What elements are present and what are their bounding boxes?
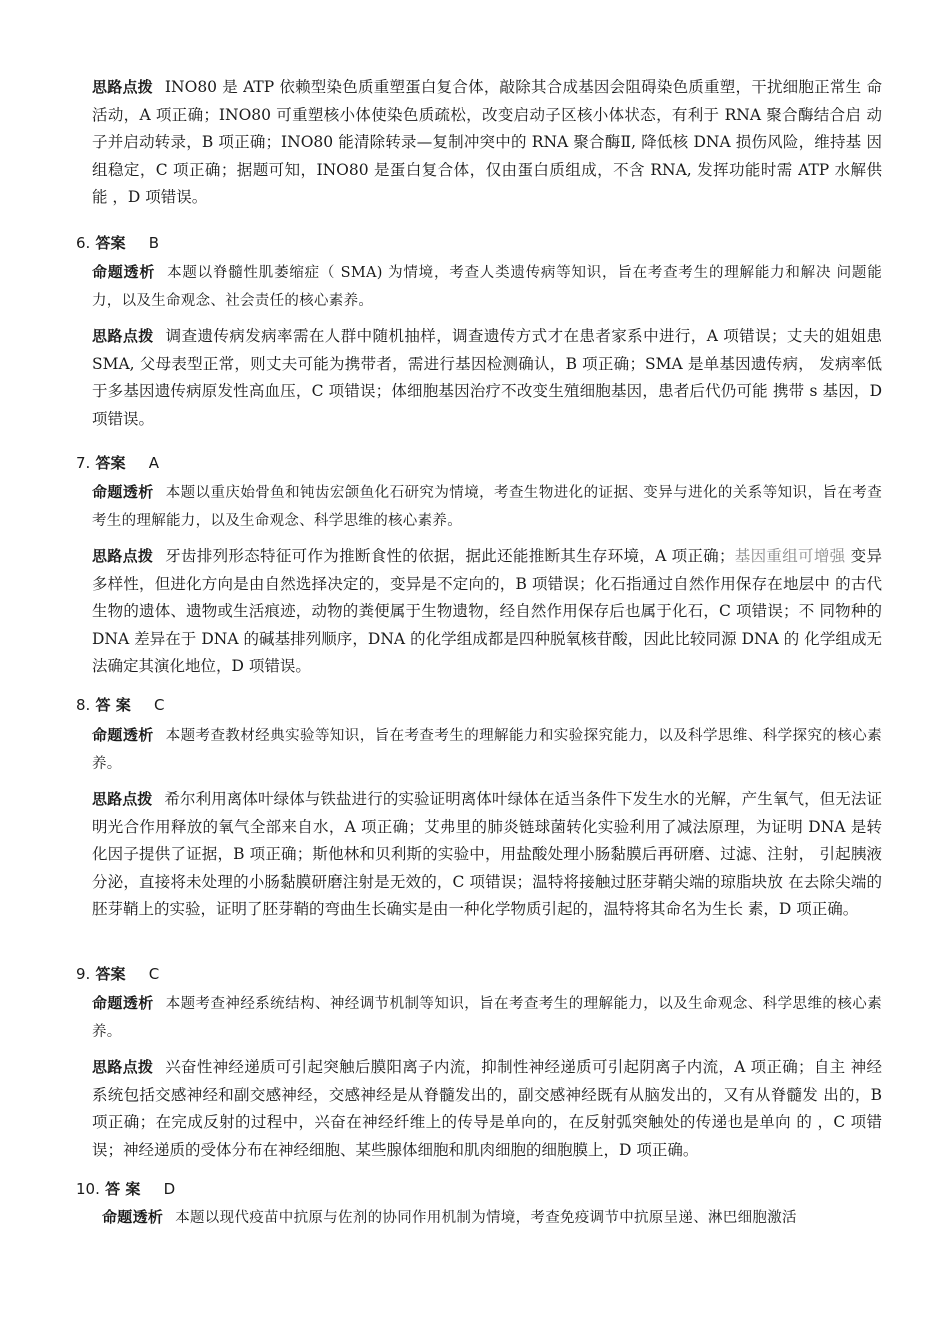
analysis-block-7 [92,478,882,535]
analysis-label: 命题透析 [92,263,156,281]
question-number: 7. [76,454,91,472]
reasoning-block-7 [92,543,882,681]
reasoning-label: 思路点拨 [92,790,153,808]
reasoning-label: 思路点拨 [92,1058,154,1076]
answer-value: A [148,454,160,472]
analysis-text: 本题考查教材经典实验等知识，旨在考查考生的理解能力和实验探究能力，以及科学思维、科学探究的核心素养。 [92,728,882,772]
answer-line-7 [76,452,159,473]
analysis-block-6 [92,258,882,315]
answer-label: 答 案 [105,1180,141,1198]
answer-value: C [148,965,160,983]
question-number: 10. [76,1180,100,1198]
answer-value: C [154,696,165,714]
answer-label: 答 案 [95,696,131,714]
reasoning-block-6 [92,323,882,433]
reasoning-text: 希尔利用离体叶绿体与铁盐进行的实验证明离体叶绿体在适当条件下发生水的光解，产生氧气，但无法证明光合作用释放的氧气全部来自水，A 项正确；艾弗里的肺炎链球菌转化实验利用了减法原理，为证明 DNA 是转化因子提供了证据，B 项正确；斯他林和贝利斯的实验中，用盐酸处理小肠黏膜后再研磨、过滤、注射， 引起胰液分泌，直接将未处理的小肠黏膜研磨注射是无效的，C 项错误；温特将接触过胚芽鞘尖端的琼脂块放 在去除尖端的胚芽鞘上的实验，证明了胚芽鞘的弯曲生长确实是由一种化学物质引起的，温特将其命名为生长 素，D 项正确。 [92,790,882,918]
analysis-label: 命题透析 [102,1208,164,1226]
reasoning-text: 调查遗传病发病率需在人群中随机抽样，调查遗传方式才在患者家系中进行，A 项错误；丈夫的姐姐患 SMA, 父母表型正常，则丈夫可能为携带者，需进行基因检测确认，B 项正确；SMA 是单基因遗传病， 发病率低于多基因遗传病原发性高血压，C 项错误；体细胞基因治疗不改变生殖细胞基因，患者后代仍可能 携带 s 基因，D 项错误。 [92,327,882,428]
analysis-text: 本题以现代疫苗中抗原与佐剂的协同作用机制为情境，考查免疫调节中抗原呈递、淋巴细胞激活 [175,1210,797,1226]
answer-line-8 [76,694,165,715]
answer-line-6 [76,232,159,253]
reasoning-label: 思路点拨 [92,78,153,96]
analysis-block-8 [92,721,882,778]
answer-label: 答案 [95,234,126,252]
analysis-block-9 [92,989,882,1046]
answer-value: B [148,234,160,252]
answer-line-10 [76,1178,175,1199]
analysis-block-10 [102,1203,882,1232]
question-number: 8. [76,696,91,714]
answer-label: 答案 [95,965,126,983]
analysis-text: 本题以脊髓性肌萎缩症（ SMA) 为情境，考查人类遗传病等知识，旨在考查考生的理解能力和解决 问题能力，以及生命观念、社会责任的核心素养。 [92,265,882,309]
reasoning-text-b: 变异多样性，但进化方向是由自然选择决定的，变异是不定向的，B 项错误；化石指通过自然作用保存在地层中 的古代生物的遗体、遗物或生活痕迹，动物的粪便属于生物遗物，经自然作用保存后也属于化石，C 项错误；不 同物种的 DNA 差异在于 DNA 的碱基排列顺序，DNA 的化学组成都是四种脱氧核苷酸，因此比较同源 DNA 的 化学组成无法确定其演化地位，D 项错误。 [92,547,882,675]
question-number: 9. [76,965,91,983]
reasoning-label: 思路点拨 [92,327,154,345]
analysis-text: 本题考查神经系统结构、神经调节机制等知识，旨在考查考生的理解能力，以及生命观念、科学思维的核心素养。 [92,996,882,1040]
reasoning-text-a: 牙齿排列形态特征可作为推断食性的依据，据此还能推断其生存环境，A 项正确； [165,547,735,565]
reasoning-text: 兴奋性神经递质可引起突触后膜阳离子内流，抑制性神经递质可引起阴离子内流，A 项正确；自主 神经系统包括交感神经和副交感神经，交感神经是从脊髓发出的，副交感神经既有从脑发出的，又有从脊髓发 出的，B 项正确；在完成反射的过程中，兴奋在神经纤维上的传导是单向的，在反射弧突触处的传递也是单向 的 ，C 项错误；神经递质的受体分布在神经细胞、某些腺体细胞和肌肉细胞的细胞膜上，D 项正确。 [92,1058,882,1159]
reasoning-block-9 [92,1054,882,1164]
reasoning-block-8 [92,786,882,924]
analysis-label: 命题透析 [92,994,154,1012]
answer-line-9 [76,963,159,984]
reasoning-label: 思路点拨 [92,547,154,565]
answer-value: D [163,1180,176,1198]
analysis-label: 命题透析 [92,726,154,744]
answer-label: 答案 [95,454,126,472]
analysis-text: 本题以重庆始骨鱼和钝齿宏颌鱼化石研究为情境，考查生物进化的证据、变异与进化的关系等知识，旨在考查考生的理解能力，以及生命观念、科学思维的核心素养。 [92,485,882,529]
reasoning-text: INO80 是 ATP 依赖型染色质重塑蛋白复合体，敲除其合成基因会阻碍染色质重塑，干扰细胞正常生 命活动，A 项正确；INO80 可重塑核小体使染色质疏松，改变启动子区核小体状态，有利于 RNA 聚合酶结合启 动子并启动转录，B 项正确；INO80 能清除转录—复制冲突中的 RNA 聚合酶Ⅱ, 降低核 DNA 损伤风险，维持基 因组稳定，C 项正确；据题可知，INO80 是蛋白复合体，仅由蛋白质组成，不含 RNA, 发挥功能时需 ATP 水解供 能 ，D 项错误。 [92,78,882,206]
reasoning-text-muted: 基因重组可增强 [734,547,846,565]
reasoning-block-5 [92,74,882,212]
question-number: 6. [76,234,91,252]
analysis-label: 命题透析 [92,483,154,501]
